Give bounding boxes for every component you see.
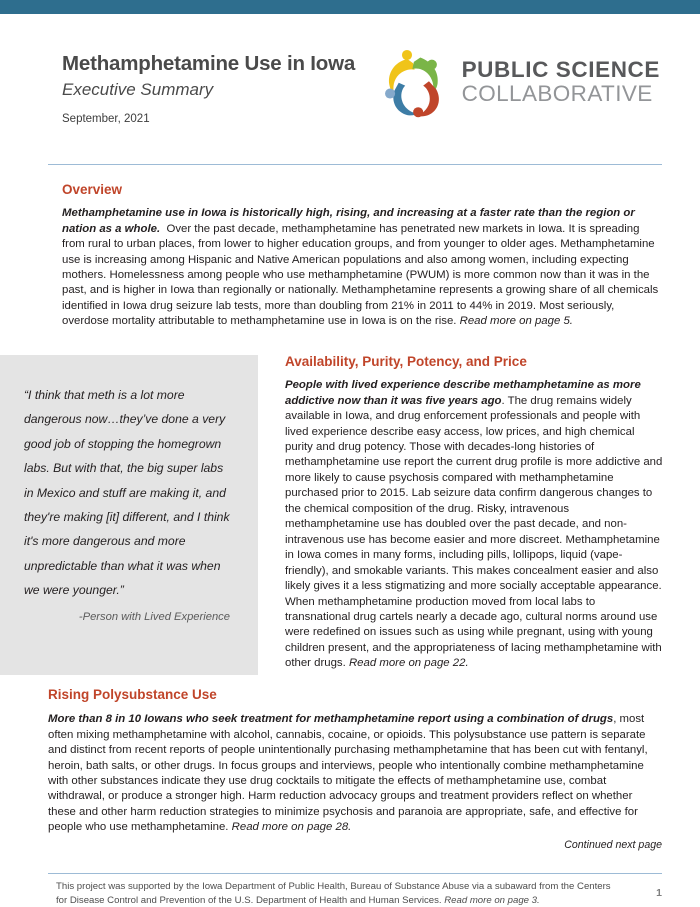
section-availability: [285, 354, 663, 672]
overview-paragraph: [62, 206, 662, 330]
pull-quote-attribution: -Person with Lived Experience: [78, 610, 230, 623]
polysubstance-body: , most often mixing methamphetamine with alcohol, cannabis, cocaine, or opioids. This polysubstance use pattern is separate and distinct from recent reports of people unintentionally purchasing methamphetamine that has been cut with fentanyl, heroin, bath salts, or other drugs. In focus groups and interviews, people who intentionally combine methamphetamine with other substances indicate they use drug cocktails to mitigate the effects of methamphetamine use, combat withdrawal, or produce a stronger high. Harm reduction advocacy groups and treatment providers reflect on whether these and other harm reduction strategies to minimize psychosis and paranoia are appropriate, safe, and effective for people who use methamphetamine.: [48, 713, 648, 834]
polysubstance-paragraph: [48, 712, 662, 836]
polysubstance-heading: Rising Polysubstance Use: [48, 687, 217, 702]
page-subtitle: Executive Summary: [62, 79, 214, 99]
title-block: [62, 40, 355, 125]
organization-logo: [380, 40, 660, 118]
pull-quote-text: “I think that meth is a lot more dangerous now…they’ve done a very good job of stopping the homegrown labs. But with that, the big super labs in Mexico and stuff are making it, and they're making [it] different, and I think it's more dangerous and more unpredictable than what it was when we were younger.”: [24, 388, 230, 598]
availability-heading: Availability, Purity, Potency, and Price: [285, 354, 527, 369]
page-number: 1: [656, 887, 662, 899]
document-page: [0, 14, 700, 907]
section-overview: [62, 182, 662, 330]
overview-heading: Overview: [62, 182, 123, 197]
footer-read-more: Read more on page 3.: [444, 894, 540, 906]
overview-read-more: Read more on page 5.: [459, 315, 573, 328]
continued-next-page-note: Continued next page: [564, 838, 662, 851]
polysubstance-read-more: Read more on page 28.: [231, 821, 352, 834]
footer-divider: [48, 873, 662, 874]
footer-funding-statement: [48, 880, 614, 907]
footer-statement-text: This project was supported by the Iowa Department of Public Health, Bureau of Substance Abuse via a subaward from the Centers for Disease Control and Prevention of the U.S. Department of Health and Human Services.: [56, 881, 611, 906]
overview-lead: Methamphetamine use in Iowa is historically high, rising, and increasing at a faster rate than the region or nation as a whole.: [62, 207, 635, 235]
publication-date: September, 2021: [62, 112, 150, 125]
availability-paragraph: [285, 378, 663, 672]
header-divider: [48, 164, 662, 165]
document-footer: [48, 880, 662, 907]
top-accent-bar: [0, 0, 700, 14]
pull-quote-box: [0, 355, 258, 675]
page-title: Methamphetamine Use in Iowa: [62, 52, 356, 75]
logo-line-2: COLLABORATIVE: [461, 81, 653, 106]
logo-line-1: PUBLIC SCIENCE: [461, 56, 660, 82]
logo-wordmark: [461, 56, 660, 106]
section-polysubstance: [48, 687, 662, 851]
availability-read-more: Read more on page 22.: [348, 657, 469, 670]
polysubstance-lead: More than 8 in 10 Iowans who seek treatment for methamphetamine report using a combination of drugs: [48, 713, 614, 726]
availability-body: . The drug remains widely available in Iowa, and drug enforcement professionals and people with lived experience describe easy access, low prices, and high chemical purity and drug potency. Those with decades-long histories of methamphetamine use report the current drug profile is more addictive and more likely to cause psychosis compared with methamphetamine purchased prior to 2015. Lab seizure data confirm dangerous changes to the chemical composition of the drug. Risky, intravenous methamphetamine use has doubled over the past decade, and non-intravenous use has become easier and more discreet. Methamphetamine in Iowa comes in many forms, including pills, lollipops, liquid (vape-friendly), and smokable variants. This makes concealment easier and also likely gives it a less stigmatizing and more socially acceptable appearance. When methamphetamine production moved from local labs to transnational drug cartels nearly a decade ago, cultural norms around use were redefined on issues such as using while pregnant, using with young children present, and the appropriateness of lacing methamphetamine with other drugs.: [285, 394, 663, 670]
pinwheel-people-icon: [380, 46, 452, 118]
document-header: [0, 40, 700, 150]
overview-body: Over the past decade, methamphetamine has penetrated new markets in Iowa. It is spreading from rural to urban places, from lower to higher education groups, and from younger to older ages. Methamphetamine use is increasing among Hispanic and Native American populations and also among women, including expecting mothers. Homelessness among people who use methamphetamine (PWUM) is more common now than it was in the past, and is higher in Iowa than regionally or nationally. Methamphetamine represents a growing share of all chemicals identified in Iowa drug seizure lab tests, more than doubling from 21% in 2011 to 44% in 2019. Most seriously, overdose mortality attributable to methamphetamine use in Iowa is on the rise.: [62, 222, 659, 328]
availability-lead: People with lived experience describe methamphetamine as more addictive now than it was five years ago: [285, 379, 641, 407]
